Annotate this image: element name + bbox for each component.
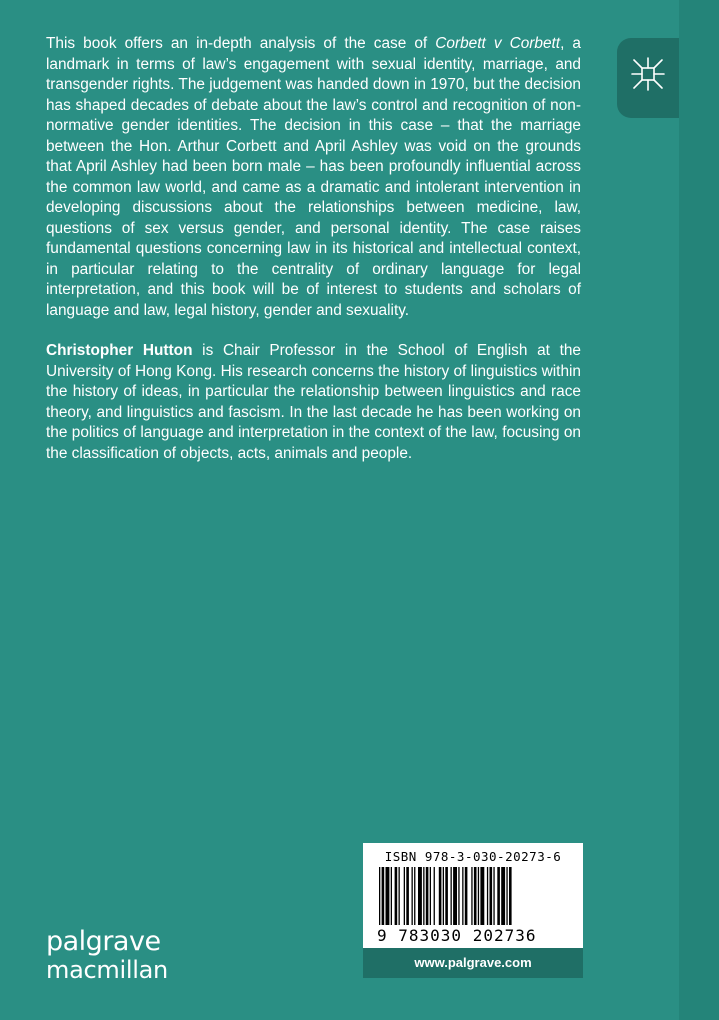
publisher-line-1: palgrave [46, 926, 161, 957]
barcode-bar [462, 867, 463, 925]
barcode-bar [509, 867, 512, 925]
description-part-2: , a landmark in terms of law’s engagement with sexual identity, marriage, and transgender rights. The judgement was handed down in 1970, but the decision has shaped decades of debate about the law’s control and recognition of non-normative gender identities. The decision in this case – that the marriage between the Hon. Arthur Corbett and April Ashley was void on the grounds that April Ashley had been born male – has been profoundly influential across the common law world, and came as a dramatic and intolerant intervention in developing discussions about the relationships between medicine, law, questions of sex versus gender, and personal identity. The case raises fundamental questions concerning law in its historical and intellectual context, in particular relating to the centrality of ordinary language for legal interpretation, and this book will be of interest to students and scholars of language and law, legal history, gender and sexuality. [46, 35, 581, 319]
barcode-bar [406, 867, 409, 925]
barcode-bar [490, 867, 493, 925]
barcode-bar [391, 867, 392, 925]
publisher-url: www.palgrave.com [363, 948, 583, 978]
barcode-bar [501, 867, 505, 925]
barcode-bar [414, 867, 415, 925]
barcode-bar [443, 867, 444, 925]
barcode-bar [493, 867, 494, 925]
barcode-bar [382, 867, 385, 925]
barcode-bar [453, 867, 457, 925]
barcode-bar [399, 867, 400, 925]
barcode-bar [404, 867, 405, 925]
back-cover-text [46, 34, 581, 484]
publisher-wordmark [46, 928, 168, 984]
author-bio [46, 341, 581, 464]
barcode-bar [487, 867, 488, 925]
barcode-bar [471, 867, 472, 925]
barcode-bar [426, 867, 429, 925]
barcode-bar [451, 867, 452, 925]
barcode-bar [430, 867, 431, 925]
author-bio-text: is Chair Professor in the School of English at the University of Hong Kong. His research concerns the history of linguistics within the history of ideas, in particular the relationship between linguistics and race theory, and linguistics and fascism. In the last decade he has been working on the politics of language and interpretation in the context of the law, focusing on the classification of objects, acts, animals and people. [46, 342, 581, 462]
barcode-bar [379, 867, 380, 925]
barcode-bar [386, 867, 390, 925]
barcode-bar [412, 867, 413, 925]
description-part-1: This book offers an in-depth analysis of the case of [46, 35, 436, 52]
barcode-bar [506, 867, 507, 925]
barcode-bar [478, 867, 479, 925]
barcode-bar [458, 867, 459, 925]
case-name: Corbett v Corbett [435, 35, 561, 52]
barcode-bar [480, 867, 484, 925]
publisher-line-2: macmillan [46, 956, 168, 984]
barcode-bar [395, 867, 398, 925]
barcode-bar [439, 867, 442, 925]
barcode-bar [423, 867, 424, 925]
barcode-bar [434, 867, 435, 925]
isbn-label: ISBN 978-3-030-20273-6 [384, 849, 562, 864]
author-name: Christopher Hutton [46, 342, 193, 359]
barcode-bar [465, 867, 468, 925]
spine-strip [679, 0, 719, 1020]
barcode-box [363, 843, 583, 978]
barcode-bar [418, 867, 422, 925]
barcode-digits: 9 783030 202736 [377, 926, 537, 945]
palgrave-asterisk-icon [630, 56, 666, 92]
barcode-bar [445, 867, 448, 925]
publisher-logo-tab [617, 38, 679, 118]
barcode-bar [474, 867, 477, 925]
barcode-graphic [377, 867, 569, 925]
book-description [46, 34, 581, 321]
barcode-bar [497, 867, 500, 925]
